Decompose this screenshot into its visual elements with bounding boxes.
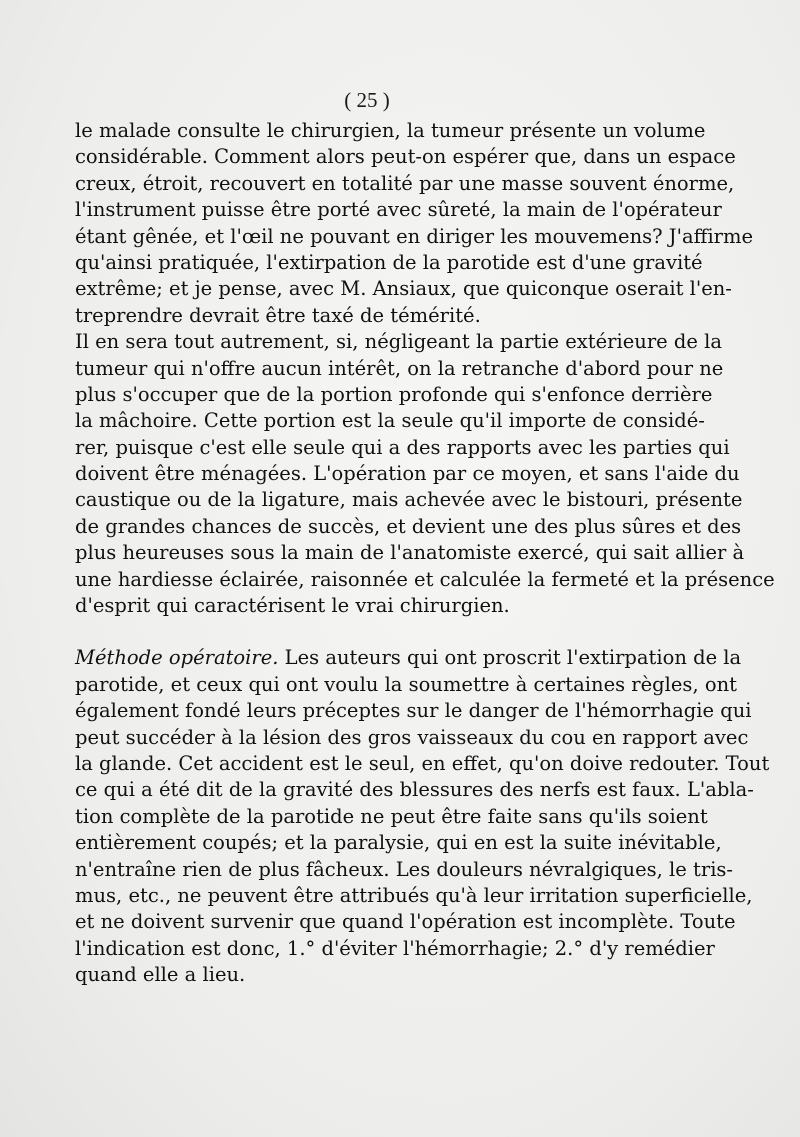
text-line: tumeur qui n'offre aucun intérêt, on la retranche d'abord pour ne (75, 356, 724, 380)
text-line: la mâchoire. Cette portion est la seule qu'il importe de considé- (75, 409, 705, 433)
paragraph-2 (75, 329, 775, 619)
text-line: entièrement coupés; et la paralysie, qui en est la suite inévitable, (75, 831, 722, 855)
text-line: tion complète de la parotide ne peut être faite sans qu'ils soient (75, 804, 708, 828)
text-line: extrême; et je pense, avec M. Ansiaux, que quiconque oserait l'en- (75, 277, 732, 301)
text-line: une hardiesse éclairée, raisonnée et calculée la fermeté et la présence (75, 567, 775, 591)
section-heading: Méthode opératoire. (75, 646, 279, 670)
text-line: parotide, et ceux qui ont voulu la soumettre à certaines règles, ont (75, 672, 737, 696)
text-line: le malade consulte le chirurgien, la tumeur présente un volume (75, 119, 706, 142)
text-line: plus heureuses sous la main de l'anatomiste exercé, qui sait allier à (75, 541, 745, 565)
text-line: l'indication est donc, 1.° d'éviter l'hémorrhagie; 2.° d'y remédier (75, 936, 715, 960)
text-line: étant gênée, et l'œil ne pouvant en diriger les mouvemens? J'affirme (75, 224, 754, 248)
heading-line-rest: Les auteurs qui ont proscrit l'extirpation de la (284, 646, 742, 670)
text-line: mus, etc., ne peuvent être attribués qu'à leur irritation superficielle, (75, 883, 753, 907)
text-line: qu'ainsi pratiquée, l'extirpation de la parotide est d'une gravité (75, 250, 703, 274)
paragraph-3 (75, 645, 770, 988)
paragraph-1 (75, 118, 754, 329)
text-line: doivent être ménagées. L'opération par ce moyen, et sans l'aide du (75, 462, 740, 486)
text-line: Il en sera tout autrement, si, négligeant la partie extérieure de la (75, 330, 722, 354)
text-line (75, 645, 742, 671)
page-number: ( 25 ) (344, 88, 390, 112)
body-text (75, 118, 775, 989)
text-line: rer, puisque c'est elle seule qui a des rapports avec les parties qui (75, 435, 730, 459)
text-line: et ne doivent survenir que quand l'opération est incomplète. Toute (75, 910, 736, 934)
paragraph-gap (75, 619, 669, 645)
text-line: peut succéder à la lésion des gros vaisseaux du cou en rapport avec (75, 725, 749, 749)
text-line: l'instrument puisse être porté avec sûreté, la main de l'opérateur (75, 198, 722, 222)
text-line: treprendre devrait être taxé de témérité. (75, 303, 481, 327)
text-line: d'esprit qui caractérisent le vrai chirurgien. (75, 594, 510, 618)
text-line: ce qui a été dit de la gravité des blessures des nerfs est faux. L'abla- (75, 778, 754, 802)
text-line: de grandes chances de succès, et devient une des plus sûres et des (75, 514, 742, 538)
text-line: n'entraîne rien de plus fâcheux. Les douleurs névralgiques, le tris- (75, 857, 734, 881)
text-line: considérable. Comment alors peut-on espérer que, dans un espace (75, 145, 736, 169)
text-line: plus s'occuper que de la portion profonde qui s'enfonce derrière (75, 382, 713, 406)
text-line: quand elle a lieu. (75, 963, 246, 987)
text-line: creux, étroit, recouvert en totalité par une masse souvent énorme, (75, 171, 735, 195)
text-line: la glande. Cet accident est le seul, en effet, qu'on doive redouter. Tout (75, 751, 770, 775)
text-line: également fondé leurs préceptes sur le danger de l'hémorrhagie qui (75, 699, 752, 723)
text-line: caustique ou de la ligature, mais achevée avec le bistouri, présente (75, 488, 743, 512)
